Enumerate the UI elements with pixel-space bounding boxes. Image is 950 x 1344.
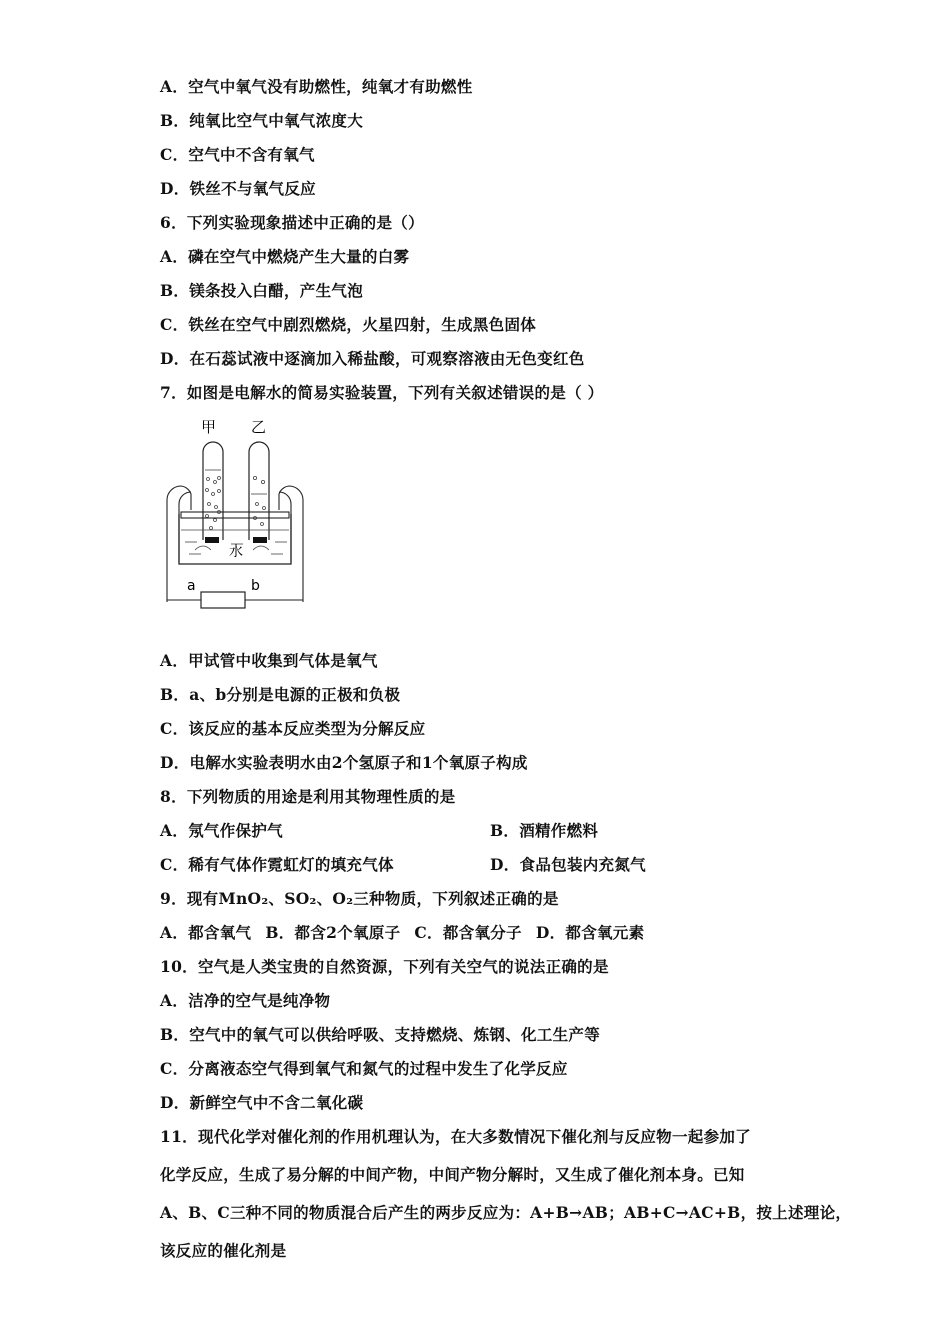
label-jia: 甲 — [201, 418, 217, 436]
q8-options-row-2 — [160, 855, 840, 875]
q5-option-b: B．纯氧比空气中氧气浓度大 — [160, 111, 364, 130]
q11-stem-line-1: 11．现代化学对催化剂的作用机理认为，在大多数情况下催化剂与反应物一起参加了 — [160, 1127, 751, 1146]
q6-option-a: A．磷在空气中燃烧产生大量的白雾 — [160, 247, 410, 266]
q9-option-b: B．都含2个氧原子 — [265, 923, 401, 942]
gas-bubbles-jia — [205, 470, 221, 530]
electrolysis-apparatus-diagram — [155, 412, 315, 612]
test-tube-yi — [249, 442, 269, 540]
label-yi: 乙 — [251, 418, 267, 436]
q10-option-a: A．洁净的空气是纯净物 — [160, 991, 331, 1010]
q6-option-d: D．在石蕊试液中逐滴加入稀盐酸，可观察溶液由无色变红色 — [160, 349, 585, 368]
q6-option-b: B．镁条投入白醋，产生气泡 — [160, 281, 364, 300]
label-water: 水 — [229, 544, 243, 560]
q10-option-c: C．分离液态空气得到氧气和氮气的过程中发生了化学反应 — [160, 1059, 568, 1078]
label-a: a — [187, 578, 196, 594]
wire-left-loop — [179, 492, 191, 562]
q7-option-d: D．电解水实验表明水由2个氢原子和1个氧原子构成 — [160, 753, 528, 772]
q9-option-d: D．都含氧元素 — [535, 923, 645, 942]
q8-stem: 8．下列物质的用途是利用其物理性质的是 — [160, 787, 456, 806]
q10-option-d: D．新鲜空气中不含二氧化碳 — [160, 1093, 364, 1112]
wire-right-loop — [279, 492, 291, 562]
q7-stem: 7．如图是电解水的简易实验装置，下列有关叙述错误的是（ ） — [160, 383, 604, 402]
q8-option-a: A．氖气作保护气 — [160, 821, 283, 840]
q5-option-c: C．空气中不含有氧气 — [160, 145, 315, 164]
label-b: b — [251, 578, 260, 594]
q7-option-c: C．该反应的基本反应类型为分解反应 — [160, 719, 426, 738]
q8-option-b: B．酒精作燃料 — [490, 821, 599, 840]
q5-option-a: A．空气中氧气没有助燃性，纯氧才有助燃性 — [160, 77, 473, 96]
q6-option-c: C．铁丝在空气中剧烈燃烧，火星四射，生成黑色固体 — [160, 315, 537, 334]
electrode-a — [205, 537, 219, 543]
q9-stem: 9．现有MnO₂、SO₂、O₂三种物质，下列叙述正确的是 — [160, 889, 559, 908]
q9-option-a: A．都含氧气 — [160, 923, 252, 942]
q6-stem: 6．下列实验现象描述中正确的是（） — [160, 213, 424, 232]
q9-options-row — [160, 923, 840, 943]
q5-option-d: D．铁丝不与氧气反应 — [160, 179, 316, 198]
q10-stem: 10．空气是人类宝贵的自然资源，下列有关空气的说法正确的是 — [160, 957, 609, 976]
q8-option-c: C．稀有气体作霓虹灯的填充气体 — [160, 855, 394, 874]
q8-option-d: D．食品包装内充氮气 — [490, 855, 646, 874]
tube-support — [181, 512, 289, 518]
power-source — [201, 592, 245, 608]
electrode-b — [253, 537, 267, 543]
q9-option-c: C．都含氧分子 — [414, 923, 522, 942]
q11-stem-line-4: 该反应的催化剂是 — [160, 1241, 287, 1260]
q7-option-b: B．a、b分别是电源的正极和负极 — [160, 685, 401, 704]
q8-options-row-1 — [160, 821, 840, 841]
q7-option-a: A．甲试管中收集到气体是氧气 — [160, 651, 378, 670]
q11-stem-line-2: 化学反应，生成了易分解的中间产物，中间产物分解时，又生成了催化剂本身。已知 — [160, 1165, 745, 1184]
q11-stem-line-3: A、B、C三种不同的物质混合后产生的两步反应为：A+B→AB；AB+C→AC+B，按上述理论， — [160, 1203, 852, 1222]
q10-option-b: B．空气中的氧气可以供给呼吸、支持燃烧、炼钢、化工生产等 — [160, 1025, 601, 1044]
